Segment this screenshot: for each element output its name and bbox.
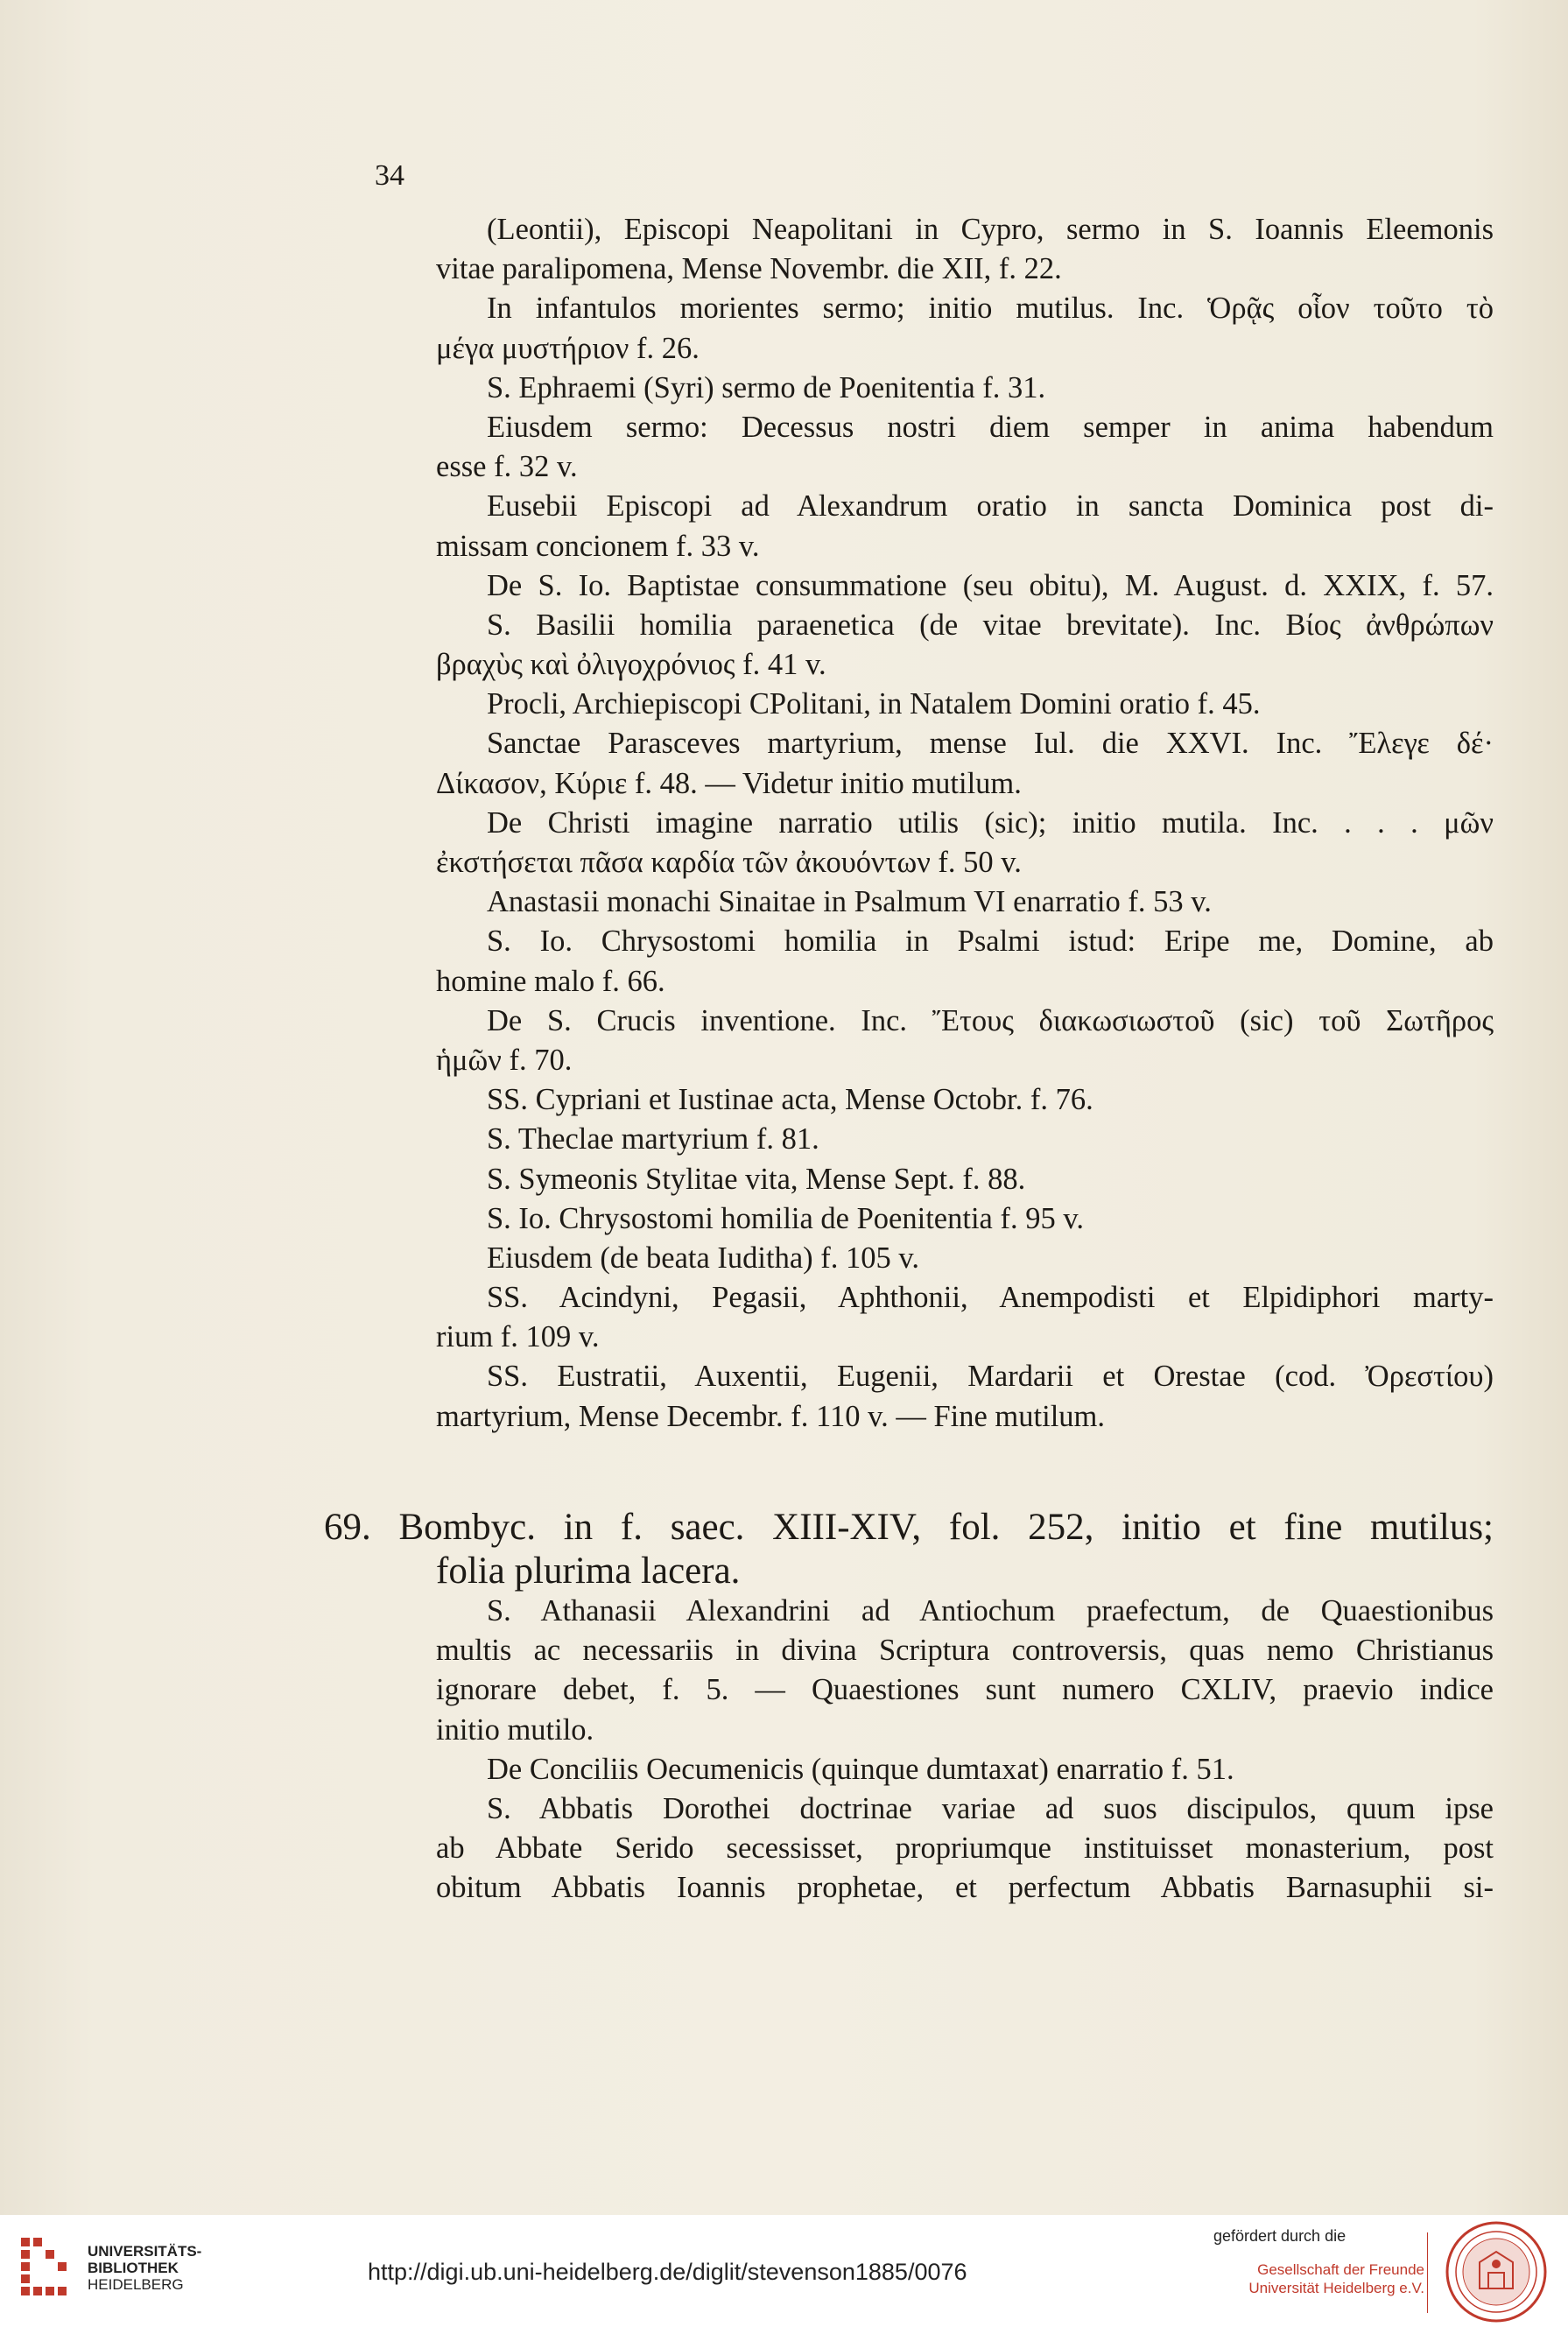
text-line: In infantulos morientes sermo; initio mutilus. Inc. Ὁρᾷς οἷον τοῦτο τὸ <box>487 292 1494 326</box>
text-line: S. Symeonis Stylitae vita, Mense Sept. f. 88. <box>487 1162 1026 1196</box>
text-block-bottom <box>436 1592 1494 1909</box>
text-line: Eusebii Episcopi ad Alexandrum oratio in sancta Dominica post di- <box>487 489 1494 524</box>
text-line: De Christi imagine narratio utilis (sic); initio mutila. Inc. . . . μῶν <box>487 805 1494 840</box>
text-line: Anastasii monachi Sinaitae in Psalmum VI enarratio f. 53 v. <box>487 885 1212 919</box>
entry-69-heading <box>324 1506 1494 1593</box>
sponsor-label: gefördert durch die <box>1213 2227 1347 2245</box>
text-line: homine malo f. 66. <box>436 964 665 998</box>
text-line: μέγα μυστήριον f. 26. <box>436 331 700 365</box>
text-line: De Conciliis Oecumenicis (quinque dumtaxat) enarratio f. 51. <box>487 1752 1234 1786</box>
text-line: S. Io. Chrysostomi homilia de Poenitentia f. 95 v. <box>487 1201 1084 1235</box>
text-block-top <box>436 210 1494 1437</box>
text-line: Δίκασον, Κύριε f. 48. — Videtur initio mutilum. <box>436 766 1022 800</box>
text-line: multis ac necessariis in divina Scriptura controversis, quas nemo Christianus <box>436 1634 1494 1668</box>
text-line: martyrium, Mense Decembr. f. 110 v. — Fine mutilum. <box>436 1399 1105 1433</box>
sponsor-name <box>1214 2260 1424 2297</box>
text-line: vitae paralipomena, Mense Novembr. die XII, f. 22. <box>436 252 1062 286</box>
text-line: esse f. 32 v. <box>436 450 578 484</box>
text-line: SS. Cypriani et Iustinae acta, Mense Octobr. f. 76. <box>487 1083 1093 1117</box>
footer-bar <box>0 2215 1568 2327</box>
text-line: S. Ephraemi (Syri) sermo de Poenitentia f. 31. <box>487 370 1046 404</box>
text-line: initio mutilo. <box>436 1712 594 1747</box>
library-name-line: HEIDELBERG <box>88 2276 184 2293</box>
text-line: Eiusdem (de beata Iuditha) f. 105 v. <box>487 1241 920 1275</box>
text-line: ignorare debet, f. 5. — Quaestiones sunt numero CXLIV, praevio indice <box>436 1673 1494 1707</box>
text-line: S. Io. Chrysostomi homilia in Psalmi istud: Eripe me, Domine, ab <box>487 924 1494 959</box>
sponsor-name-line: Universität Heidelberg e.V. <box>1248 2280 1424 2296</box>
text-line: S. Basilii homilia paraenetica (de vitae brevitate). Inc. Βίος ἀνθρώπων <box>487 608 1494 642</box>
permalink-url[interactable]: http://digi.ub.uni-heidelberg.de/diglit/stevenson1885/0076 <box>368 2259 967 2285</box>
text-line: βραχὺς καὶ ὀλιγοχρόνιος f. 41 v. <box>436 648 826 682</box>
library-name-line: BIBLIOTHEK <box>88 2260 179 2276</box>
text-line: ἐκστήσεται πᾶσα καρδία τῶν ἀκουόντων f. 50 v. <box>436 846 1022 879</box>
text-line: S. Abbatis Dorothei doctrinae variae ad suos discipulos, quum ipse <box>487 1791 1494 1825</box>
text-line: ab Abbate Serido secessisset, propriumque instituisset monasterium, post <box>436 1831 1494 1866</box>
text-line: Eiusdem sermo: Decessus nostri diem semper in anima habendum <box>487 410 1494 444</box>
text-line: (Leontii), Episcopi Neapolitani in Cypro, sermo in S. Ioannis Eleemonis <box>487 213 1494 246</box>
text-line: S. Athanasii Alexandrini ad Antiochum praefectum, de Quaestionibus <box>487 1594 1494 1627</box>
entry-heading-line: folia plurima lacera. <box>436 1550 741 1592</box>
sponsor-name-line: Gesellschaft der Freunde <box>1257 2261 1424 2278</box>
text-line: De S. Crucis inventione. Inc. Ἔτους διακωσιωστοῦ (sic) τοῦ Σωτῆρος <box>487 1003 1494 1037</box>
text-line: SS. Acindyni, Pegasii, Aphthonii, Anempodisti et Elpidiphori marty- <box>487 1281 1494 1315</box>
text-line: De S. Io. Baptistae consummatione (seu obitu), M. August. d. XXIX, f. 57. <box>487 568 1494 602</box>
text-line: ἡμῶν f. 70. <box>436 1043 573 1077</box>
university-seal-icon <box>1445 2220 1548 2323</box>
text-line: Sanctae Parasceves martyrium, mense Iul. die XXVI. Inc. Ἔλεγε δέ· <box>487 727 1494 761</box>
text-line: Procli, Archiepiscopi CPolitani, in Natalem Domini oratio f. 45. <box>487 687 1261 721</box>
text-line: S. Theclae martyrium f. 81. <box>487 1122 819 1156</box>
entry-heading-line: 69. Bombyc. in f. saec. XIII-XIV, fol. 252, initio et fine mutilus; <box>324 1507 1494 1548</box>
ub-heidelberg-logo-icon <box>18 2234 81 2308</box>
library-name <box>88 2243 201 2293</box>
text-line: obitum Abbatis Ioannis prophetae, et perfectum Abbatis Barnasuphii si- <box>436 1871 1494 1905</box>
text-line: missam concionem f. 33 v. <box>436 529 760 563</box>
text-line: rium f. 109 v. <box>436 1320 600 1354</box>
text-line: SS. Eustratii, Auxentii, Eugenii, Mardarii et Orestae (cod. Ὀρεστίου) <box>487 1360 1494 1394</box>
footer-divider <box>1427 2232 1428 2313</box>
library-name-line: UNIVERSITÄTS- <box>88 2243 202 2260</box>
page-number: 34 <box>375 159 404 192</box>
